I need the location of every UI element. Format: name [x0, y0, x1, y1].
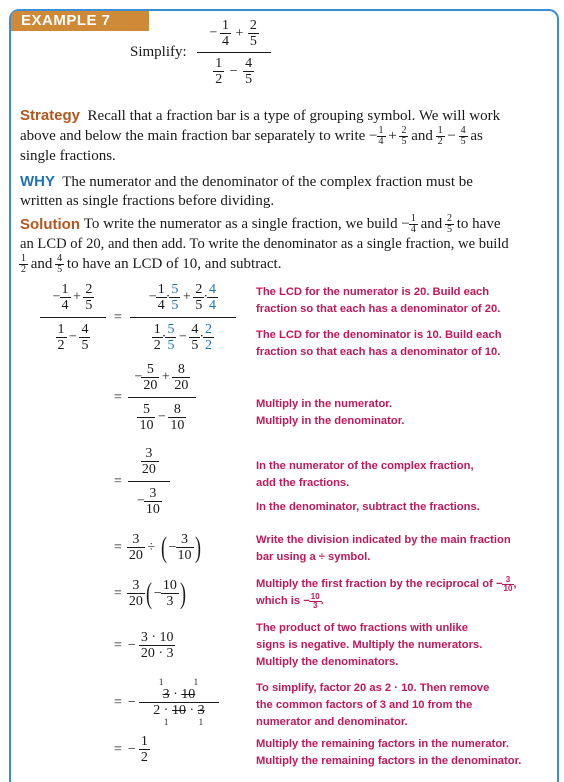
problem [130, 18, 271, 87]
strategy-section: Strategy Recall that a fraction bar is a type of grouping symbol. We will work above and below the main fraction bar separately to write − $\frac{1}{4}$ + $\frac{2}{5}$ and $\frac{1}{2}$ − $\frac{4}{5}$ as single fractions. [20, 107, 501, 164]
note-6: The product of two fractions with unlike signs is negative. Multiply the numerators. Multiply the denominators. [256, 622, 483, 668]
why-heading: WHY [20, 173, 55, 190]
step-2: = − $\frac{5}{20}$ + $\frac{8}{20}$ $\frac{5}{10}$ − $\frac{8}{10}$ [114, 362, 196, 433]
note-2: Multiply in the numerator. Multiply in the denominator. [256, 398, 405, 427]
step-1: − $\frac{1}{4}$ + $\frac{2}{5}$ $\frac{1}{2}$ − $\frac{4}{5}$ = − $\frac{1}{4}$ · $\frac{5}{5}$ + $\frac{2}{5}$ · $\frac{4}{4}$ $\frac{1}{2}$ · $\frac{5}{5}$ − $\frac{4}{5}$ · $\frac{2}{2}$ [40, 282, 236, 353]
step-5: = $\frac{3}{20}$ ( − $\frac{10}{3}$ ) [114, 576, 186, 610]
problem-complex-fraction: − $\frac{1}{4}$ + $\frac{2}{5}$ $\frac{1}{2}$ − $\frac{4}{5}$ [197, 18, 271, 87]
note-8: Multiply the remaining factors in the numerator. Multiply the remaining factors in the denominator. [256, 738, 522, 767]
note-3: In the numerator of the complex fraction, add the fractions. In the denominator, subtract the fractions. [256, 460, 480, 513]
solution-heading: Solution [20, 216, 80, 233]
step-8: = − $\frac{1}{2}$ [114, 734, 148, 765]
step-7: = − 1 1 3 · 10 2 · 10 · 3 1 1 [114, 677, 218, 727]
example-badge: EXAMPLE 7 [11, 11, 149, 31]
note-1: The LCD for the numerator is 20. Build each fraction so that each has a denominator of 20. The LCD for the denominator is 10. Build each fraction so that each has a denominator of 10. [256, 286, 502, 358]
problem-instruction: Simplify: [130, 44, 187, 60]
step-4: = $\frac{3}{20}$ ÷ ( − $\frac{3}{10}$ ) [114, 530, 201, 564]
note-4: Write the division indicated by the main fraction bar using a ÷ symbol. [256, 534, 511, 563]
step-3: = $\frac{3}{20}$ − $\frac{3}{10}$ [114, 446, 170, 517]
note-5: Multiply the first fraction by the reciprocal of − $\frac{3}{10}$ , which is − $\frac{10}{3}$ . [256, 575, 517, 610]
solution-section: Solution To write the numerator as a single fraction, we build − $\frac{1}{4}$ and $\frac{2}{5}$ to have an LCD of 20, and then add. To write the denominator as a single fraction, we build $\frac{1}{2}$ and $\frac{4}{5}$ to have an LCD of 10, and subtract. [20, 213, 509, 275]
note-7: To simplify, factor 20 as 2 · 10. Then remove the common factors of 3 and 10 from the numerator and denominator. [256, 682, 490, 728]
strategy-heading: Strategy [20, 107, 81, 124]
why-section: WHY The numerator and the denominator of the complex fraction must be written as single fractions before dividing. [20, 173, 473, 209]
step-6: = − $\frac{3 \cdot 10}{20 \cdot 3}$ [114, 630, 174, 661]
